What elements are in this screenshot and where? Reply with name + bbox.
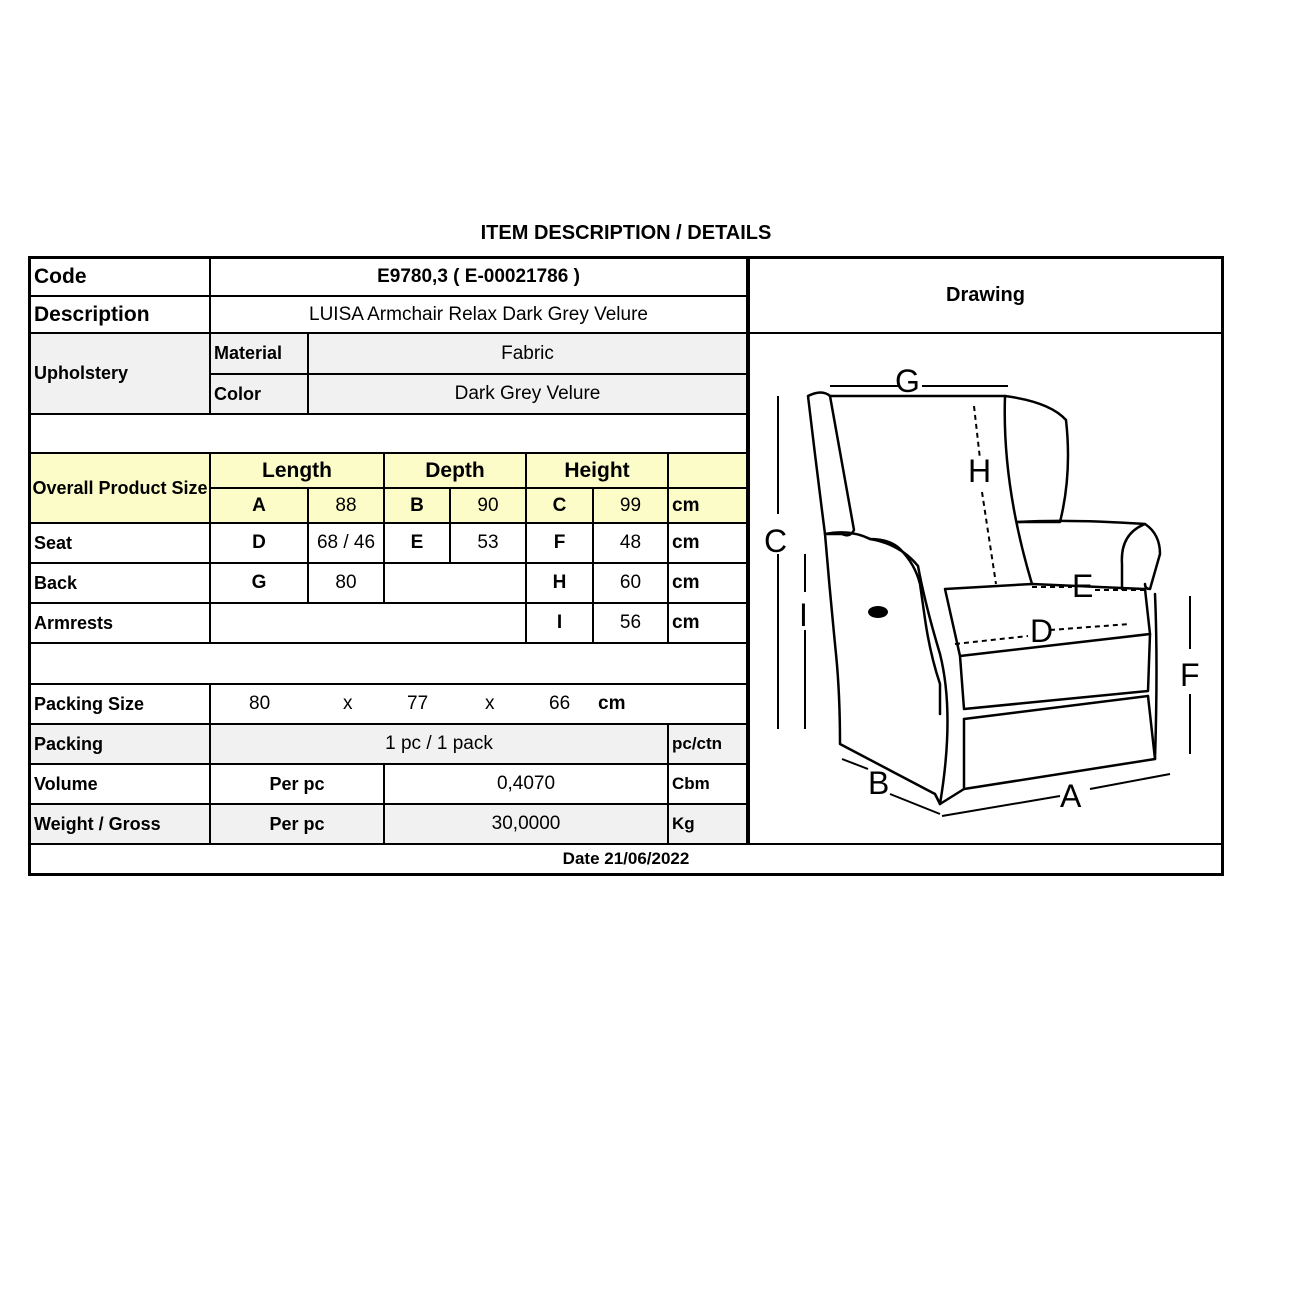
length-header: Length bbox=[211, 454, 385, 489]
packing-size-label: Packing Size bbox=[31, 685, 211, 725]
armrests-unit: cm bbox=[669, 604, 748, 644]
back-h-letter: H bbox=[527, 564, 594, 604]
seat-label: Seat bbox=[31, 524, 211, 564]
weight-unit: Kg bbox=[669, 805, 748, 843]
description-label: Description bbox=[31, 297, 211, 334]
overall-a-letter: A bbox=[211, 489, 309, 524]
packing-length: 80 bbox=[249, 693, 271, 714]
date-footer: Date 21/06/2022 bbox=[31, 843, 1221, 873]
seat-e-value: 53 bbox=[451, 524, 527, 564]
packing-unit: pc/ctn bbox=[669, 725, 748, 765]
material-value: Fabric bbox=[309, 334, 748, 375]
label-d: D bbox=[1030, 613, 1054, 649]
volume-value: 0,4070 bbox=[385, 765, 669, 805]
armrests-i-value: 56 bbox=[594, 604, 669, 644]
armrests-i-letter: I bbox=[527, 604, 594, 644]
back-label: Back bbox=[31, 564, 211, 604]
overall-b-value: 90 bbox=[451, 489, 527, 524]
label-i: I bbox=[799, 597, 808, 633]
details-table bbox=[31, 259, 748, 843]
document-title: ITEM DESCRIPTION / DETAILS bbox=[480, 222, 772, 244]
label-g: G bbox=[895, 363, 920, 399]
packing-x-2: x bbox=[485, 693, 495, 714]
seat-unit: cm bbox=[669, 524, 748, 564]
unit-header-blank bbox=[669, 454, 748, 489]
back-unit: cm bbox=[669, 564, 748, 604]
packing-size-unit: cm bbox=[598, 693, 626, 714]
overall-c-value: 99 bbox=[594, 489, 669, 524]
label-h: H bbox=[968, 453, 992, 489]
packing-height: 66 bbox=[549, 693, 571, 714]
drawing-area bbox=[748, 334, 1221, 843]
overall-b-letter: B bbox=[385, 489, 451, 524]
overall-size-label: Overall Product Size bbox=[31, 454, 211, 524]
height-header: Height bbox=[527, 454, 669, 489]
back-g-letter: G bbox=[211, 564, 309, 604]
overall-c-letter: C bbox=[527, 489, 594, 524]
depth-header: Depth bbox=[385, 454, 527, 489]
weight-label: Weight / Gross bbox=[31, 805, 211, 843]
back-h-value: 60 bbox=[594, 564, 669, 604]
volume-unit: Cbm bbox=[669, 765, 748, 805]
weight-per: Per pc bbox=[211, 805, 385, 843]
armchair-drawing bbox=[750, 334, 1221, 843]
volume-per: Per pc bbox=[211, 765, 385, 805]
label-a: A bbox=[1060, 778, 1082, 814]
color-value: Dark Grey Velure bbox=[309, 375, 748, 415]
code-value: E9780,3 ( E-00021786 ) bbox=[211, 259, 748, 297]
upholstery-label: Upholstery bbox=[31, 334, 211, 415]
packing-width: 77 bbox=[407, 693, 429, 714]
packing-x-1: x bbox=[343, 693, 353, 714]
overall-a-value: 88 bbox=[309, 489, 385, 524]
details-sheet bbox=[28, 256, 1224, 876]
armrests-blank bbox=[211, 604, 527, 644]
weight-value: 30,0000 bbox=[385, 805, 669, 843]
code-label: Code bbox=[31, 259, 211, 297]
color-label: Color bbox=[211, 375, 309, 415]
seat-d-value: 68 / 46 bbox=[309, 524, 385, 564]
seat-f-value: 48 bbox=[594, 524, 669, 564]
material-label: Material bbox=[211, 334, 309, 375]
blank-row-2 bbox=[31, 644, 748, 685]
label-b: B bbox=[868, 765, 890, 801]
label-f: F bbox=[1180, 657, 1200, 693]
label-e: E bbox=[1072, 568, 1094, 604]
seat-d-letter: D bbox=[211, 524, 309, 564]
overall-unit: cm bbox=[669, 489, 748, 524]
packing-label: Packing bbox=[31, 725, 211, 765]
drawing-header: Drawing bbox=[748, 259, 1221, 334]
packing-size-values bbox=[211, 685, 748, 725]
armrests-label: Armrests bbox=[31, 604, 211, 644]
recliner-knob bbox=[868, 606, 888, 618]
packing-value: 1 pc / 1 pack bbox=[211, 725, 669, 765]
volume-label: Volume bbox=[31, 765, 211, 805]
back-g-value: 80 bbox=[309, 564, 385, 604]
back-blank bbox=[385, 564, 527, 604]
label-c: C bbox=[764, 523, 788, 559]
description-value: LUISA Armchair Relax Dark Grey Velure bbox=[211, 297, 748, 334]
seat-e-letter: E bbox=[385, 524, 451, 564]
seat-f-letter: F bbox=[527, 524, 594, 564]
blank-row bbox=[31, 415, 748, 454]
